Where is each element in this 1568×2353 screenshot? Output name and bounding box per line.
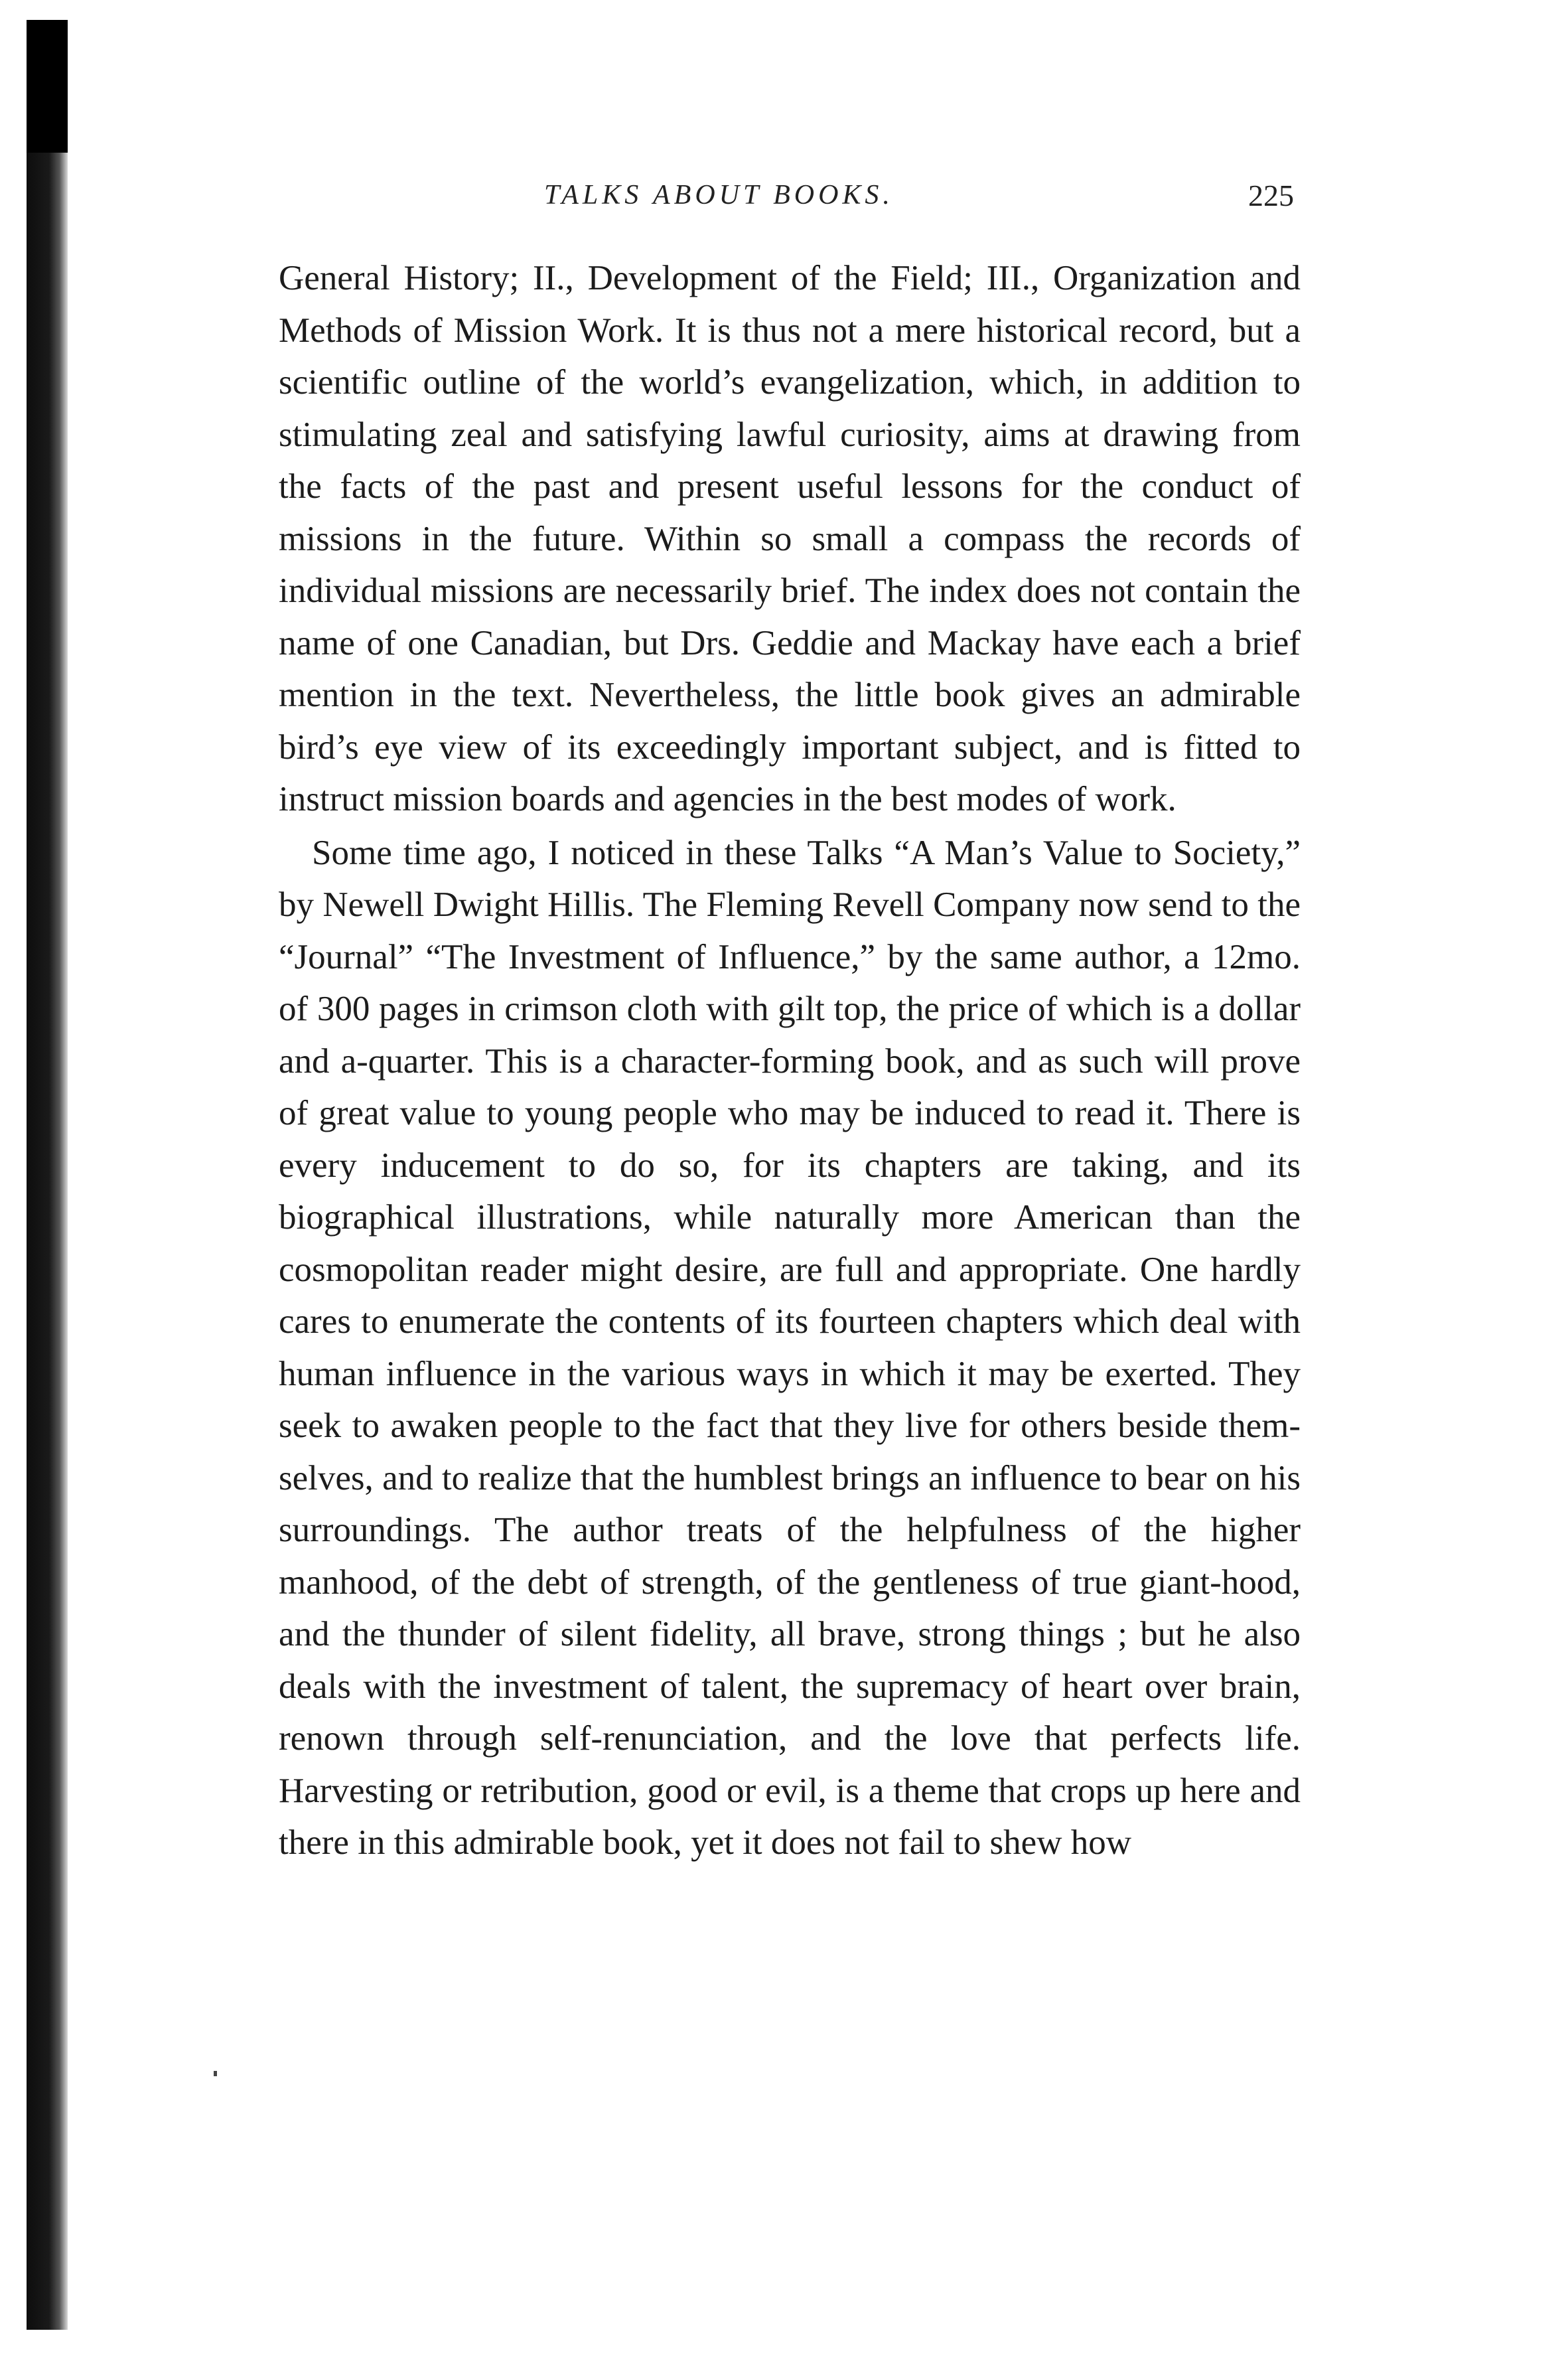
page-number: 225 — [1248, 179, 1294, 212]
paragraph-investment-of-influence: Some time ago, I noticed in these Talks “A Man’s Value to Society,” by Newell Dwight Hillis. The Fleming Revell Company now send to the “Journal” “The Investment of Influence,” by the same author, a 12mo. of 300 pages in crimson cloth with gilt top, the price of which is a dollar and a-quarter. This is a character-forming book, and as such will prove of great value to young people who may be induced to read it. There is every inducement to do so, for its chapters are taking, and its biographical illustrations, while naturally more American than the cosmopolitan reader might desire, are full and appropriate. One hardly cares to enumerate the contents of its fourteen chapters which deal with human influence in the various ways in which it may be exerted. They seek to awaken people to the fact that they live for others beside themselves, and to realize that the humblest brings an influence to bear on his surroundings. The author treats of the helpfulness of the higher manhood, of the debt of strength, of the gentleness of true giant-hood, and the thunder of silent fidelity, all brave, strong things ; but he also deals with the investment of talent, the supremacy of heart over brain, renown through self-renunciation, and the love that perfects life. Harvesting or retribution, good or evil, is a theme that crops up here and there in this admirable book, yet it does not fail to shew how — [279, 833, 1301, 1862]
book-page — [279, 179, 1301, 1869]
paragraph-mission-book: General History; II., Development of the Field; III., Organization and Methods of Mission Work. It is thus not a mere historical record, but a scientific outline of the world’s evangelization, which, in addition to stimulating zeal and satisfying lawful curiosity, aims at drawing from the facts of the past and present useful lessons for the conduct of missions in the future. Within so small a compass the records of individual missions are necessarily brief. The index does not contain the name of one Canadian, but Drs. Geddie and Mackay have each a brief mention in the text. Nevertheless, the little book gives an admirable bird’s eye view of its exceedingly important subject, and is fitted to instruct mission boards and agencies in the best modes of work. — [279, 259, 1301, 818]
scan-binding-edge — [27, 20, 68, 2330]
scan-speck — [214, 2071, 217, 2076]
scan-binding-edge-dark — [27, 20, 68, 153]
running-head — [279, 179, 1301, 232]
running-head-title: TALKS ABOUT BOOKS. — [544, 180, 894, 210]
